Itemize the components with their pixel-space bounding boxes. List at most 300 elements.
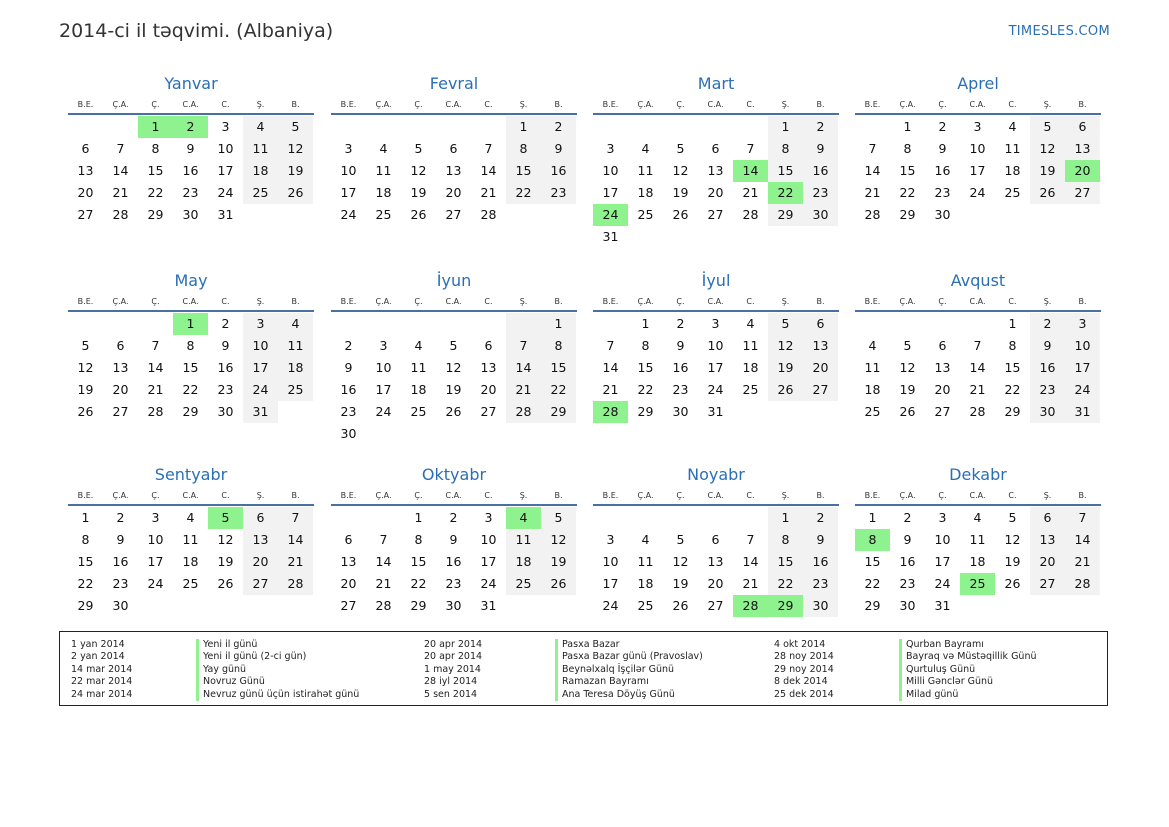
day-cell: 27	[1065, 182, 1100, 204]
weekday-label: B.	[291, 491, 300, 500]
day-cell: 30	[182, 207, 199, 222]
day-cell: 2	[938, 119, 947, 134]
day-cell: 2	[676, 316, 685, 331]
day-cell: 16	[445, 554, 462, 569]
weekday-label: Ç.	[151, 297, 160, 306]
day-cell: 23	[541, 182, 576, 204]
weekday-label: C.A.	[969, 491, 986, 500]
day-cell: 18	[637, 576, 654, 591]
day-cell: 28	[1065, 573, 1100, 595]
day-cell: 28	[278, 573, 313, 595]
holiday-day-cell: 25	[960, 573, 995, 595]
empty-cell	[366, 313, 401, 335]
day-cell: 16	[182, 163, 199, 178]
holiday-day-cell: 2	[173, 116, 208, 138]
month-name: Dekabr	[949, 465, 1007, 484]
day-cell: 5	[278, 116, 313, 138]
month-block	[855, 73, 1101, 226]
day-cell: 3	[379, 338, 388, 353]
holiday-date: 28 noy 2014	[774, 651, 834, 663]
day-cell: 18	[637, 185, 654, 200]
weekday-label: B.E.	[77, 100, 94, 109]
day-cell: 19	[541, 551, 576, 573]
day-cell: 30	[803, 595, 838, 617]
day-cell: 17	[217, 163, 234, 178]
holiday-day-cell: 5	[208, 507, 243, 529]
day-cell: 6	[344, 532, 353, 547]
day-cell: 30	[445, 598, 462, 613]
empty-cell	[628, 507, 663, 529]
day-cell: 14	[375, 554, 392, 569]
day-cell: 11	[1004, 141, 1021, 156]
day-cell: 6	[711, 532, 720, 547]
day-cell: 26	[899, 404, 916, 419]
day-cell: 16	[672, 360, 689, 375]
day-cell: 13	[1030, 529, 1065, 551]
holiday-date: 4 okt 2014	[774, 639, 826, 650]
month-block	[593, 73, 839, 248]
day-cell: 12	[541, 529, 576, 551]
day-cell: 17	[934, 554, 951, 569]
day-cell: 17	[243, 357, 278, 379]
day-cell: 19	[899, 382, 916, 397]
day-cell: 26	[672, 598, 689, 613]
weekday-label: C.A.	[182, 297, 199, 306]
weekday-header	[331, 488, 577, 506]
empty-cell	[593, 507, 628, 529]
month-name: Sentyabr	[154, 465, 228, 484]
day-cell: 15	[506, 160, 541, 182]
weekday-label: Ç.A.	[899, 491, 916, 500]
day-cell: 3	[1065, 313, 1100, 335]
day-cell: 13	[1065, 138, 1100, 160]
day-cell: 9	[903, 532, 912, 547]
day-cell: 19	[672, 576, 689, 591]
day-cell: 21	[742, 185, 759, 200]
day-cell: 6	[711, 141, 720, 156]
legend-row	[71, 651, 391, 663]
day-cell: 26	[445, 404, 462, 419]
weekday-header	[68, 488, 314, 506]
day-grid	[593, 313, 839, 423]
weekday-label: B.	[291, 100, 300, 109]
weekday-label: C.	[746, 297, 755, 306]
weekday-label: Ş.	[1043, 100, 1052, 109]
day-cell: 11	[637, 163, 654, 178]
weekday-label: Ç.A.	[899, 100, 916, 109]
day-cell: 24	[217, 185, 234, 200]
day-cell: 26	[278, 182, 313, 204]
day-cell: 20	[707, 576, 724, 591]
day-cell: 10	[602, 163, 619, 178]
weekday-label: Ş.	[256, 100, 265, 109]
legend-row	[774, 676, 1094, 688]
day-cell: 21	[1065, 551, 1100, 573]
day-cell: 23	[182, 185, 199, 200]
day-cell: 5	[81, 338, 90, 353]
day-cell: 21	[742, 576, 759, 591]
empty-cell	[663, 507, 698, 529]
day-cell: 29	[1004, 404, 1021, 419]
day-cell: 29	[77, 598, 94, 613]
day-cell: 16	[899, 554, 916, 569]
month-name: Noyabr	[687, 465, 745, 484]
weekday-label: Ç.	[414, 297, 423, 306]
weekday-label: C.A.	[969, 100, 986, 109]
day-cell: 19	[768, 357, 803, 379]
day-cell: 28	[147, 404, 164, 419]
day-cell: 12	[672, 163, 689, 178]
holiday-day-cell: 4	[506, 507, 541, 529]
day-cell: 11	[506, 529, 541, 551]
day-cell: 24	[969, 185, 986, 200]
day-cell: 9	[803, 138, 838, 160]
day-cell: 20	[803, 357, 838, 379]
day-cell: 9	[116, 532, 125, 547]
day-cell: 9	[344, 360, 353, 375]
day-cell: 16	[1030, 357, 1065, 379]
day-cell: 30	[217, 404, 234, 419]
day-cell: 20	[480, 382, 497, 397]
weekday-label: Ç.A.	[637, 297, 654, 306]
empty-cell	[593, 313, 628, 335]
holiday-name: Ana Teresa Döyüş Günü	[555, 689, 675, 701]
day-cell: 15	[147, 163, 164, 178]
day-cell: 19	[1030, 160, 1065, 182]
holiday-name: Milad günü	[899, 689, 958, 701]
month-block	[331, 464, 577, 617]
day-cell: 28	[112, 207, 129, 222]
month-name: Yanvar	[164, 74, 218, 93]
month-block	[593, 464, 839, 617]
day-cell: 31	[480, 598, 497, 613]
day-cell: 1	[1008, 316, 1017, 331]
day-cell: 12	[410, 163, 427, 178]
weekday-header	[855, 97, 1101, 115]
day-grid	[855, 116, 1101, 226]
day-cell: 24	[375, 404, 392, 419]
day-cell: 18	[410, 382, 427, 397]
day-grid	[68, 313, 314, 423]
day-cell: 22	[1004, 382, 1021, 397]
holiday-name: Pasxa Bazar	[555, 639, 620, 651]
day-cell: 15	[899, 163, 916, 178]
month-block	[331, 73, 577, 226]
day-cell: 13	[340, 554, 357, 569]
day-cell: 19	[445, 382, 462, 397]
weekday-label: B.	[1078, 297, 1087, 306]
day-cell: 12	[77, 360, 94, 375]
day-cell: 19	[410, 185, 427, 200]
day-cell: 15	[77, 554, 94, 569]
weekday-label: C.A.	[182, 100, 199, 109]
day-cell: 24	[707, 382, 724, 397]
day-cell: 7	[379, 532, 388, 547]
day-cell: 13	[707, 554, 724, 569]
day-cell: 12	[1030, 138, 1065, 160]
day-cell: 5	[1008, 510, 1017, 525]
day-cell: 28	[375, 598, 392, 613]
weekday-label: Ç.	[676, 491, 685, 500]
day-cell: 2	[1030, 313, 1065, 335]
legend-row	[71, 676, 391, 688]
holiday-name: Novruz Günü	[196, 676, 265, 688]
day-cell: 25	[864, 404, 881, 419]
day-cell: 4	[746, 316, 755, 331]
day-grid	[331, 116, 577, 226]
legend-row	[71, 664, 391, 676]
weekday-label: B.	[1078, 100, 1087, 109]
day-cell: 15	[182, 360, 199, 375]
day-cell: 19	[672, 185, 689, 200]
day-cell: 2	[344, 338, 353, 353]
legend-row	[424, 651, 744, 663]
month-block	[68, 270, 314, 423]
holiday-name: Beynəlxalq İşçilər Günü	[555, 664, 674, 676]
legend-row	[424, 639, 744, 651]
holiday-name: Yeni il günü	[196, 639, 257, 651]
day-cell: 25	[182, 576, 199, 591]
day-cell: 23	[340, 404, 357, 419]
empty-cell	[733, 507, 768, 529]
empty-cell	[138, 313, 173, 335]
day-cell: 18	[278, 357, 313, 379]
day-cell: 13	[445, 163, 462, 178]
weekday-label: Ş.	[519, 297, 528, 306]
weekday-label: Ç.	[151, 491, 160, 500]
day-cell: 21	[480, 185, 497, 200]
day-cell: 9	[186, 141, 195, 156]
day-cell: 1	[506, 116, 541, 138]
day-cell: 25	[637, 598, 654, 613]
day-cell: 12	[217, 532, 234, 547]
day-cell: 23	[112, 576, 129, 591]
day-cell: 21	[506, 379, 541, 401]
empty-cell	[960, 313, 995, 335]
holiday-date: 8 dek 2014	[774, 676, 828, 688]
day-cell: 25	[375, 207, 392, 222]
weekday-label: Ş.	[781, 491, 790, 500]
weekday-label: Ç.A.	[637, 491, 654, 500]
day-cell: 6	[81, 141, 90, 156]
day-cell: 23	[672, 382, 689, 397]
day-cell: 8	[506, 138, 541, 160]
day-cell: 16	[803, 551, 838, 573]
day-cell: 3	[973, 119, 982, 134]
legend-row	[71, 689, 391, 701]
weekday-header	[593, 488, 839, 506]
day-cell: 23	[803, 182, 838, 204]
day-cell: 18	[182, 554, 199, 569]
day-cell: 31	[243, 401, 278, 423]
weekday-label: Ç.	[938, 491, 947, 500]
day-cell: 11	[243, 138, 278, 160]
weekday-label: C.	[484, 100, 493, 109]
day-cell: 22	[637, 382, 654, 397]
weekday-label: B.E.	[77, 491, 94, 500]
day-cell: 16	[803, 160, 838, 182]
day-cell: 20	[1030, 551, 1065, 573]
weekday-label: C.A.	[445, 491, 462, 500]
day-cell: 1	[81, 510, 90, 525]
day-cell: 30	[899, 598, 916, 613]
day-cell: 12	[899, 360, 916, 375]
weekday-label: C.A.	[445, 297, 462, 306]
day-cell: 21	[969, 382, 986, 397]
day-grid	[855, 507, 1101, 617]
holiday-name: Bayraq və Müstəqillik Günü	[899, 651, 1037, 663]
weekday-label: Ç.	[151, 100, 160, 109]
day-cell: 14	[969, 360, 986, 375]
weekday-label: B.E.	[602, 100, 619, 109]
day-cell: 10	[934, 532, 951, 547]
day-cell: 31	[1065, 401, 1100, 423]
day-cell: 6	[484, 338, 493, 353]
day-cell: 22	[864, 576, 881, 591]
weekday-label: C.	[484, 297, 493, 306]
day-cell: 23	[803, 573, 838, 595]
day-cell: 9	[541, 138, 576, 160]
day-cell: 9	[221, 338, 230, 353]
day-cell: 8	[414, 532, 423, 547]
day-cell: 6	[1030, 507, 1065, 529]
empty-cell	[593, 116, 628, 138]
weekday-label: Ş.	[781, 297, 790, 306]
day-cell: 11	[375, 163, 392, 178]
holiday-name: Nevruz günü üçün istirahət günü	[196, 689, 359, 701]
holiday-date: 22 mar 2014	[71, 676, 133, 688]
day-grid	[331, 507, 577, 617]
day-cell: 7	[973, 338, 982, 353]
weekday-label: B.	[816, 100, 825, 109]
day-cell: 10	[217, 141, 234, 156]
holiday-date: 25 dek 2014	[774, 688, 834, 700]
month-name: May	[174, 271, 208, 290]
day-cell: 27	[803, 379, 838, 401]
day-cell: 29	[899, 207, 916, 222]
legend-row	[774, 639, 1094, 651]
legend-row	[424, 676, 744, 688]
weekday-label: B.E.	[602, 297, 619, 306]
day-cell: 24	[340, 207, 357, 222]
day-cell: 25	[410, 404, 427, 419]
day-cell: 14	[506, 357, 541, 379]
day-cell: 15	[1004, 360, 1021, 375]
weekday-label: C.	[221, 100, 230, 109]
weekday-label: B.E.	[340, 100, 357, 109]
day-cell: 10	[243, 335, 278, 357]
day-cell: 21	[278, 551, 313, 573]
day-cell: 26	[410, 207, 427, 222]
day-cell: 3	[711, 316, 720, 331]
legend-column	[71, 639, 391, 701]
day-cell: 25	[506, 573, 541, 595]
day-cell: 12	[445, 360, 462, 375]
day-cell: 18	[375, 185, 392, 200]
day-cell: 8	[641, 338, 650, 353]
day-cell: 27	[480, 404, 497, 419]
day-cell: 26	[77, 404, 94, 419]
day-cell: 13	[243, 529, 278, 551]
day-cell: 17	[147, 554, 164, 569]
weekday-label: C.A.	[707, 100, 724, 109]
day-cell: 31	[602, 229, 619, 244]
day-cell: 11	[278, 335, 313, 357]
day-cell: 6	[116, 338, 125, 353]
day-cell: 1	[641, 316, 650, 331]
site-link[interactable]: TIMESLES.COM	[1008, 24, 1110, 39]
day-cell: 27	[340, 598, 357, 613]
month-name: Mart	[697, 74, 735, 93]
holiday-date: 28 iyl 2014	[424, 676, 478, 688]
day-cell: 1	[868, 510, 877, 525]
holiday-day-cell: 29	[768, 595, 803, 617]
empty-cell	[366, 507, 401, 529]
holiday-date: 29 noy 2014	[774, 663, 834, 675]
holiday-day-cell: 28	[593, 401, 628, 423]
day-cell: 7	[484, 141, 493, 156]
day-cell: 20	[445, 185, 462, 200]
day-cell: 11	[410, 360, 427, 375]
day-cell: 22	[77, 576, 94, 591]
day-cell: 24	[480, 576, 497, 591]
day-cell: 20	[243, 551, 278, 573]
empty-cell	[925, 313, 960, 335]
day-cell: 12	[1004, 532, 1021, 547]
empty-cell	[103, 313, 138, 335]
day-cell: 19	[77, 382, 94, 397]
day-cell: 22	[541, 379, 576, 401]
day-cell: 30	[803, 204, 838, 226]
holiday-date: 1 may 2014	[424, 663, 481, 675]
day-cell: 26	[541, 573, 576, 595]
day-cell: 30	[340, 426, 357, 441]
day-cell: 21	[864, 185, 881, 200]
weekday-label: Ç.	[938, 100, 947, 109]
weekday-label: Ç.A.	[375, 297, 392, 306]
day-cell: 4	[414, 338, 423, 353]
empty-cell	[698, 507, 733, 529]
day-cell: 13	[707, 163, 724, 178]
holiday-date: 14 mar 2014	[71, 663, 133, 675]
day-cell: 4	[641, 532, 650, 547]
day-cell: 10	[375, 360, 392, 375]
day-cell: 5	[903, 338, 912, 353]
day-cell: 30	[934, 207, 951, 222]
day-cell: 24	[1065, 379, 1100, 401]
day-cell: 10	[969, 141, 986, 156]
day-cell: 27	[77, 207, 94, 222]
day-cell: 16	[112, 554, 129, 569]
day-cell: 29	[637, 404, 654, 419]
day-cell: 17	[1065, 357, 1100, 379]
day-cell: 24	[602, 598, 619, 613]
empty-cell	[855, 116, 890, 138]
day-cell: 26	[768, 379, 803, 401]
weekday-header	[68, 294, 314, 312]
day-cell: 23	[445, 576, 462, 591]
weekday-label: B.	[554, 100, 563, 109]
weekday-label: B.	[554, 297, 563, 306]
weekday-label: Ş.	[519, 491, 528, 500]
day-cell: 20	[340, 576, 357, 591]
weekday-label: Ç.	[938, 297, 947, 306]
day-cell: 6	[449, 141, 458, 156]
day-cell: 1	[903, 119, 912, 134]
day-cell: 18	[742, 360, 759, 375]
month-block	[855, 464, 1101, 617]
day-cell: 25	[1004, 185, 1021, 200]
